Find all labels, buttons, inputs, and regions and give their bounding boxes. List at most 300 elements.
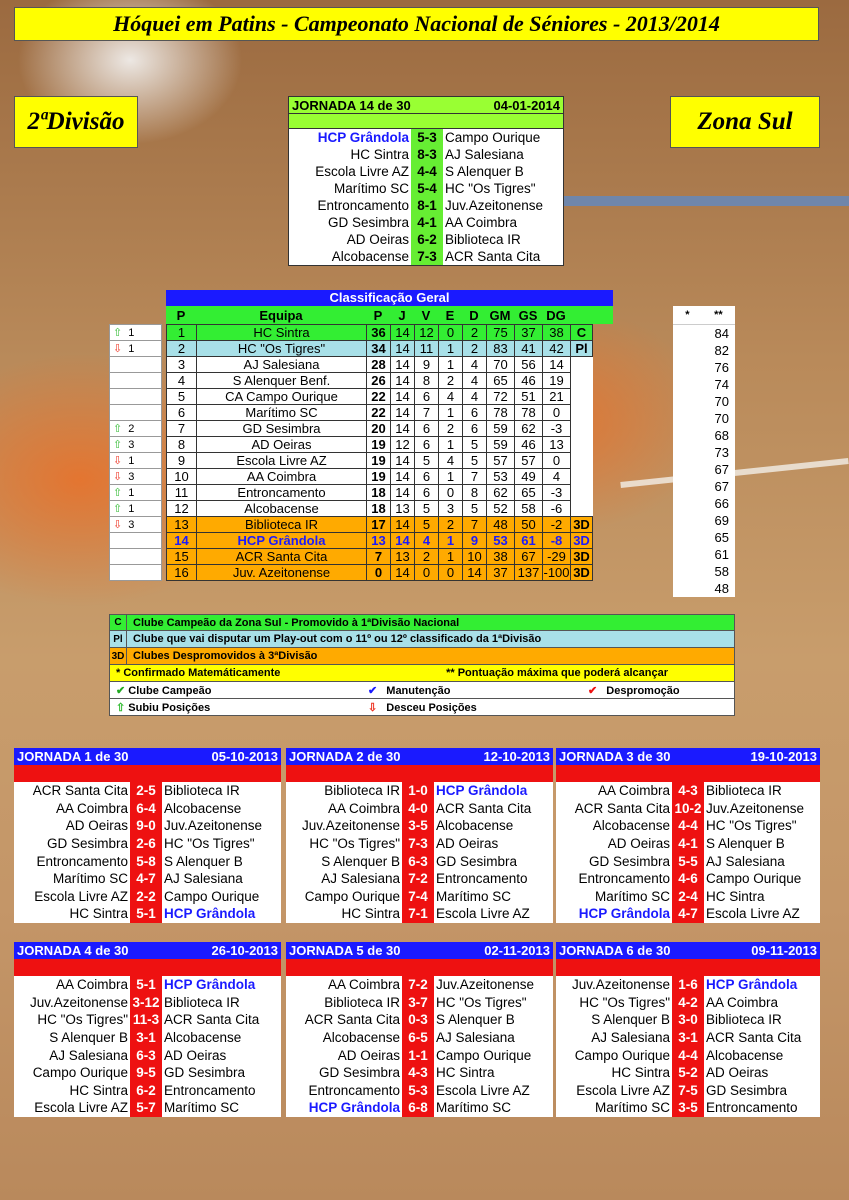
won: 4: [415, 533, 439, 549]
team-name: AA Coimbra: [197, 469, 367, 485]
game-row: [289, 180, 563, 197]
home-team: AJ Salesiana: [591, 1030, 670, 1046]
goals-against: 50: [515, 517, 543, 533]
played: 14: [391, 325, 415, 341]
points: 19: [367, 453, 391, 469]
current-round-games: [289, 129, 563, 265]
position-change-count: 2: [128, 423, 135, 435]
table-row: [167, 341, 593, 357]
points: 20: [367, 421, 391, 437]
game-row: [556, 1082, 820, 1100]
move-row: [110, 453, 162, 469]
check-blue-icon: ✔: [368, 684, 378, 697]
home-team: HCP Grândola: [317, 130, 409, 145]
home-team: Juv.Azeitonense: [29, 994, 128, 1010]
legend-desceu: Desceu Posições: [386, 701, 477, 714]
table-row: [167, 501, 593, 517]
goals-for: 37: [487, 565, 515, 581]
legend-playout: [109, 631, 735, 648]
played: 14: [391, 421, 415, 437]
home-team: Escola Livre AZ: [315, 164, 409, 179]
goals-against: 62: [515, 421, 543, 437]
away-team: Juv.Azeitonense: [706, 800, 805, 816]
played: 14: [391, 533, 415, 549]
team-name: Escola Livre AZ: [197, 453, 367, 469]
score: 8-3: [411, 146, 443, 163]
position: 9: [167, 453, 197, 469]
score: 3-5: [672, 1099, 704, 1117]
game-row: [14, 976, 281, 994]
move-row: [110, 485, 162, 501]
away-team: AA Coimbra: [445, 215, 518, 230]
table-row: [167, 421, 593, 437]
max-points: 66: [714, 496, 729, 511]
game-row: [556, 1099, 820, 1117]
away-team: Biblioteca IR: [445, 232, 521, 247]
score: 5-8: [130, 852, 162, 870]
status-code: [571, 405, 593, 421]
points: 34: [367, 341, 391, 357]
round-bar: [286, 959, 553, 976]
score: 4-1: [672, 835, 704, 853]
game-row: [286, 1099, 553, 1117]
score: 8-1: [411, 197, 443, 214]
max-points: 67: [714, 462, 729, 477]
position-change: [110, 389, 162, 405]
max-points-column: [673, 306, 735, 597]
game-row: [286, 1046, 553, 1064]
home-team: Marítimo SC: [52, 871, 128, 887]
game-row: [556, 1029, 820, 1047]
goals-for: 78: [487, 405, 515, 421]
check-green-icon: ✔: [116, 684, 126, 697]
away-team: AD Oeiras: [164, 1047, 227, 1063]
goals-against: 41: [515, 341, 543, 357]
position-change: [110, 533, 162, 549]
position: 7: [167, 421, 197, 437]
standings-title: Classificação Geral: [166, 290, 613, 306]
status-code: [571, 373, 593, 389]
home-team: GD Sesimbra: [318, 1065, 400, 1081]
page-title: Hóquei em Patins - Campeonato Nacional de Séniores - 2013/2014: [14, 7, 819, 41]
round-date: 19-10-2013: [750, 749, 817, 764]
score: 1-0: [402, 782, 434, 800]
legend-text: Clube Campeão da Zona Sul - Promovido à 1ªDivisão Nacional: [133, 616, 460, 629]
home-team: AA Coimbra: [327, 800, 400, 816]
points: 26: [367, 373, 391, 389]
team-name: Biblioteca IR: [197, 517, 367, 533]
table-row: [167, 405, 593, 421]
game-row: [556, 817, 820, 835]
col-team: Equipa: [259, 307, 303, 323]
away-team: Marítimo SC: [164, 1100, 240, 1116]
goal-diff: -6: [543, 501, 571, 517]
round-label: JORNADA 1 de 30: [17, 749, 129, 764]
game-row: [14, 888, 281, 906]
home-team: ACR Santa Cita: [32, 783, 128, 799]
drawn: 1: [439, 341, 463, 357]
max-points: 70: [714, 411, 729, 426]
away-team: Campo Ourique: [445, 130, 541, 145]
arrow-down-icon: ⇩: [113, 455, 123, 467]
away-team: ACR Santa Cita: [436, 800, 532, 816]
points: 18: [367, 485, 391, 501]
legend-text: Clubes Despromovidos à 3ªDivisão: [133, 650, 318, 662]
round-header: [556, 942, 820, 959]
team-name: GD Sesimbra: [197, 421, 367, 437]
score: 6-3: [130, 1046, 162, 1064]
goal-diff: -100: [543, 565, 570, 580]
away-team: GD Sesimbra: [164, 1065, 246, 1081]
round-date: 26-10-2013: [211, 943, 278, 958]
score: 5-7: [130, 1099, 162, 1117]
game-row: [14, 852, 281, 870]
goals-against: 46: [515, 437, 543, 453]
score: 5-5: [672, 852, 704, 870]
status-code-label: C: [576, 325, 587, 340]
round-label: JORNADA 4 de 30: [17, 943, 129, 958]
drawn: 1: [439, 469, 463, 485]
round-header: [14, 748, 281, 765]
away-team: AJ Salesiana: [436, 1030, 515, 1046]
drawn: 1: [439, 437, 463, 453]
home-team: HC Sintra: [69, 906, 128, 922]
round-box: [286, 748, 553, 923]
move-row: [110, 341, 162, 357]
move-row: [110, 469, 162, 485]
away-team: S Alenquer B: [164, 853, 243, 869]
drawn: 0: [439, 325, 463, 341]
home-team: AA Coimbra: [55, 977, 128, 993]
goal-diff: 0: [543, 405, 571, 421]
lost: 5: [463, 501, 487, 517]
home-team: AA Coimbra: [55, 800, 128, 816]
game-row: [556, 852, 820, 870]
team-name: HC "Os Tigres": [197, 341, 367, 357]
home-team: Marítimo SC: [333, 181, 409, 196]
move-row: [110, 405, 162, 421]
position-change: [110, 421, 162, 437]
played: 14: [391, 357, 415, 373]
table-row: [167, 373, 593, 389]
score: 3-5: [402, 817, 434, 835]
game-row: [289, 248, 563, 265]
team-name: Alcobacense: [197, 501, 367, 517]
drawn: 1: [439, 405, 463, 421]
team-name: HC Sintra: [197, 325, 367, 341]
lost: 2: [463, 341, 487, 357]
legend-markers: [109, 665, 735, 682]
round-header: [14, 942, 281, 959]
team-name: ACR Santa Cita: [197, 549, 367, 565]
legend-subiu: Subiu Posições: [128, 701, 211, 714]
game-row: [556, 782, 820, 800]
position-change-count: 3: [128, 471, 135, 483]
game-row: [14, 1029, 281, 1047]
move-row: [110, 565, 162, 581]
home-team: HC Sintra: [341, 906, 400, 922]
goals-for: 72: [487, 389, 515, 405]
home-team: Alcobacense: [322, 1030, 400, 1046]
game-row: [289, 163, 563, 180]
status-code-label: 3D: [573, 549, 590, 564]
goals-against: 67: [515, 549, 543, 565]
score: 4-4: [411, 163, 443, 180]
away-team: Escola Livre AZ: [436, 1082, 530, 1098]
move-row: [110, 549, 162, 565]
round-games: [286, 976, 553, 1117]
arrow-up-icon: ⇧: [116, 701, 126, 714]
status-code: [571, 469, 593, 485]
position-change: [110, 437, 162, 453]
goals-against: 137: [515, 565, 543, 581]
goals-against: 37: [515, 325, 543, 341]
game-row: [286, 870, 553, 888]
won: 12: [415, 325, 439, 341]
round-header: [286, 942, 553, 959]
legend-code: C: [110, 615, 127, 630]
score: 3-12: [130, 994, 162, 1012]
lost: 6: [463, 405, 487, 421]
team-name: Marítimo SC: [197, 405, 367, 421]
points: 19: [367, 469, 391, 485]
home-team: HC Sintra: [350, 147, 409, 162]
home-team: AJ Salesiana: [49, 1047, 128, 1063]
table-row: [167, 533, 593, 549]
played: 14: [391, 341, 415, 357]
away-team: S Alenquer B: [706, 836, 785, 852]
points: 28: [367, 357, 391, 373]
points: 22: [367, 389, 391, 405]
move-row: [110, 437, 162, 453]
position-change: [110, 549, 162, 565]
lost: 2: [463, 325, 487, 341]
game-row: [556, 800, 820, 818]
goals-for: 48: [487, 517, 515, 533]
position-change: [110, 357, 162, 373]
played: 14: [391, 565, 415, 581]
score: 9-0: [130, 817, 162, 835]
home-team: HC Sintra: [69, 1082, 128, 1098]
round-date: 05-10-2013: [211, 749, 278, 764]
max-points: 76: [714, 360, 729, 375]
current-round: [288, 96, 564, 266]
drawn: 1: [439, 357, 463, 373]
game-row: [286, 976, 553, 994]
goals-for: 70: [487, 357, 515, 373]
away-team: Alcobacense: [436, 818, 514, 834]
position: 13: [167, 517, 197, 533]
col-goal-diff: DG: [546, 307, 566, 323]
lost: 8: [463, 485, 487, 501]
home-team: AA Coimbra: [327, 977, 400, 993]
points: 13: [367, 533, 391, 549]
move-row: [110, 389, 162, 405]
goals-for: 65: [487, 373, 515, 389]
away-team: HCP Grândola: [164, 906, 256, 922]
home-team: Entroncamento: [308, 1082, 400, 1098]
score: 3-1: [130, 1029, 162, 1047]
played: 14: [391, 453, 415, 469]
played: 13: [391, 501, 415, 517]
score: 4-4: [672, 817, 704, 835]
away-team: Biblioteca IR: [164, 783, 240, 799]
home-team: AD Oeiras: [337, 1047, 400, 1063]
round-label: JORNADA 5 de 30: [289, 943, 401, 958]
game-row: [556, 905, 820, 923]
status-code: [571, 485, 593, 501]
lost: 4: [463, 373, 487, 389]
goals-against: 78: [515, 405, 543, 421]
max-points: 68: [714, 428, 729, 443]
max-points: 67: [714, 479, 729, 494]
home-team: Alcobacense: [331, 249, 409, 264]
score: 2-2: [130, 888, 162, 906]
move-row: [110, 533, 162, 549]
position: 2: [167, 341, 197, 357]
home-team: HCP Grândola: [578, 906, 670, 922]
legend-arrows: [109, 699, 735, 716]
goals-for: 62: [487, 485, 515, 501]
round-bar: [14, 959, 281, 976]
away-team: Marítimo SC: [436, 1100, 512, 1116]
lost: 7: [463, 469, 487, 485]
max-points: 73: [714, 445, 729, 460]
max-points: 84: [714, 326, 729, 341]
game-row: [556, 1011, 820, 1029]
goal-diff: 38: [543, 325, 571, 341]
goals-for: 59: [487, 437, 515, 453]
legend-relegated: [109, 648, 735, 665]
legend-code: Pl: [110, 631, 127, 647]
score: 4-1: [411, 214, 443, 231]
score: 5-1: [130, 976, 162, 994]
lost: 4: [463, 357, 487, 373]
away-team: Alcobacense: [164, 1030, 242, 1046]
lost: 10: [463, 549, 487, 565]
goals-for: 53: [487, 469, 515, 485]
goals-for: 53: [487, 533, 515, 549]
position: 10: [167, 469, 197, 485]
away-team: Juv.Azeitonense: [436, 977, 535, 993]
max-points: 74: [714, 377, 729, 392]
score: 0-3: [402, 1011, 434, 1029]
home-team: HC "Os Tigres": [37, 1012, 128, 1028]
round-box: [14, 942, 281, 1117]
legend-despromocao: Despromoção: [606, 684, 680, 697]
position-change: [110, 325, 162, 341]
home-team: Escola Livre AZ: [34, 888, 128, 904]
game-row: [286, 1029, 553, 1047]
home-team: ACR Santa Cita: [304, 1012, 400, 1028]
arrow-up-icon: ⇧: [113, 327, 123, 339]
team-name: AD Oeiras: [197, 437, 367, 453]
won: 6: [415, 485, 439, 501]
won: 6: [415, 389, 439, 405]
away-team: HC "Os Tigres": [706, 818, 797, 834]
round-box: [556, 748, 820, 923]
current-round-label: JORNADA 14 de 30: [292, 97, 411, 113]
game-row: [286, 905, 553, 923]
goals-for: 59: [487, 421, 515, 437]
arrow-up-icon: ⇧: [113, 439, 123, 451]
game-row: [14, 905, 281, 923]
won: 2: [415, 549, 439, 565]
max-points: 70: [714, 394, 729, 409]
score: 7-2: [402, 976, 434, 994]
home-team: AD Oeiras: [65, 818, 128, 834]
home-team: Juv.Azeitonense: [301, 818, 400, 834]
away-team: Alcobacense: [706, 1047, 784, 1063]
current-round-bar: [289, 114, 563, 129]
home-team: GD Sesimbra: [327, 215, 409, 230]
score: 6-2: [411, 231, 443, 248]
round-header: [286, 748, 553, 765]
position: 4: [167, 373, 197, 389]
home-team: Biblioteca IR: [324, 783, 400, 799]
position: 16: [167, 565, 197, 581]
goal-diff: -29: [543, 549, 571, 565]
score: 7-3: [402, 835, 434, 853]
arrow-up-icon: ⇧: [113, 503, 123, 515]
game-row: [14, 1011, 281, 1029]
home-team: HC "Os Tigres": [579, 994, 670, 1010]
played: 14: [391, 405, 415, 421]
score: 2-5: [130, 782, 162, 800]
game-row: [556, 835, 820, 853]
goals-against: 58: [515, 501, 543, 517]
position-change-count: 3: [128, 519, 135, 531]
max-points-header: [673, 306, 735, 325]
played: 12: [391, 437, 415, 453]
goal-diff: -3: [543, 421, 571, 437]
goal-diff: 0: [543, 453, 571, 469]
drawn: 0: [439, 485, 463, 501]
lost: 5: [463, 453, 487, 469]
away-team: GD Sesimbra: [436, 853, 518, 869]
max-points-marker: **: [714, 309, 723, 321]
lost: 14: [463, 565, 487, 581]
position: 15: [167, 549, 197, 565]
goal-diff: 42: [543, 341, 571, 357]
won: 5: [415, 453, 439, 469]
col-drawn: E: [445, 307, 455, 323]
game-row: [286, 817, 553, 835]
status-code-label: Pl: [575, 341, 588, 356]
home-team: ACR Santa Cita: [574, 800, 670, 816]
away-team: HC "Os Tigres": [164, 836, 255, 852]
won: 6: [415, 437, 439, 453]
status-code: [571, 501, 593, 517]
home-team: GD Sesimbra: [46, 836, 128, 852]
away-team: Entroncamento: [436, 871, 528, 887]
won: 6: [415, 421, 439, 437]
status-code: [571, 421, 593, 437]
points: 36: [367, 325, 391, 341]
score: 9-5: [130, 1064, 162, 1082]
standings-table: [166, 324, 593, 581]
game-row: [14, 835, 281, 853]
status-code: [571, 453, 593, 469]
won: 0: [415, 565, 439, 581]
table-row: [167, 453, 593, 469]
round-bar: [556, 765, 820, 782]
drawn: 1: [439, 533, 463, 549]
position: 3: [167, 357, 197, 373]
points: 7: [367, 549, 391, 565]
home-team: Marítimo SC: [594, 888, 670, 904]
drawn: 3: [439, 501, 463, 517]
